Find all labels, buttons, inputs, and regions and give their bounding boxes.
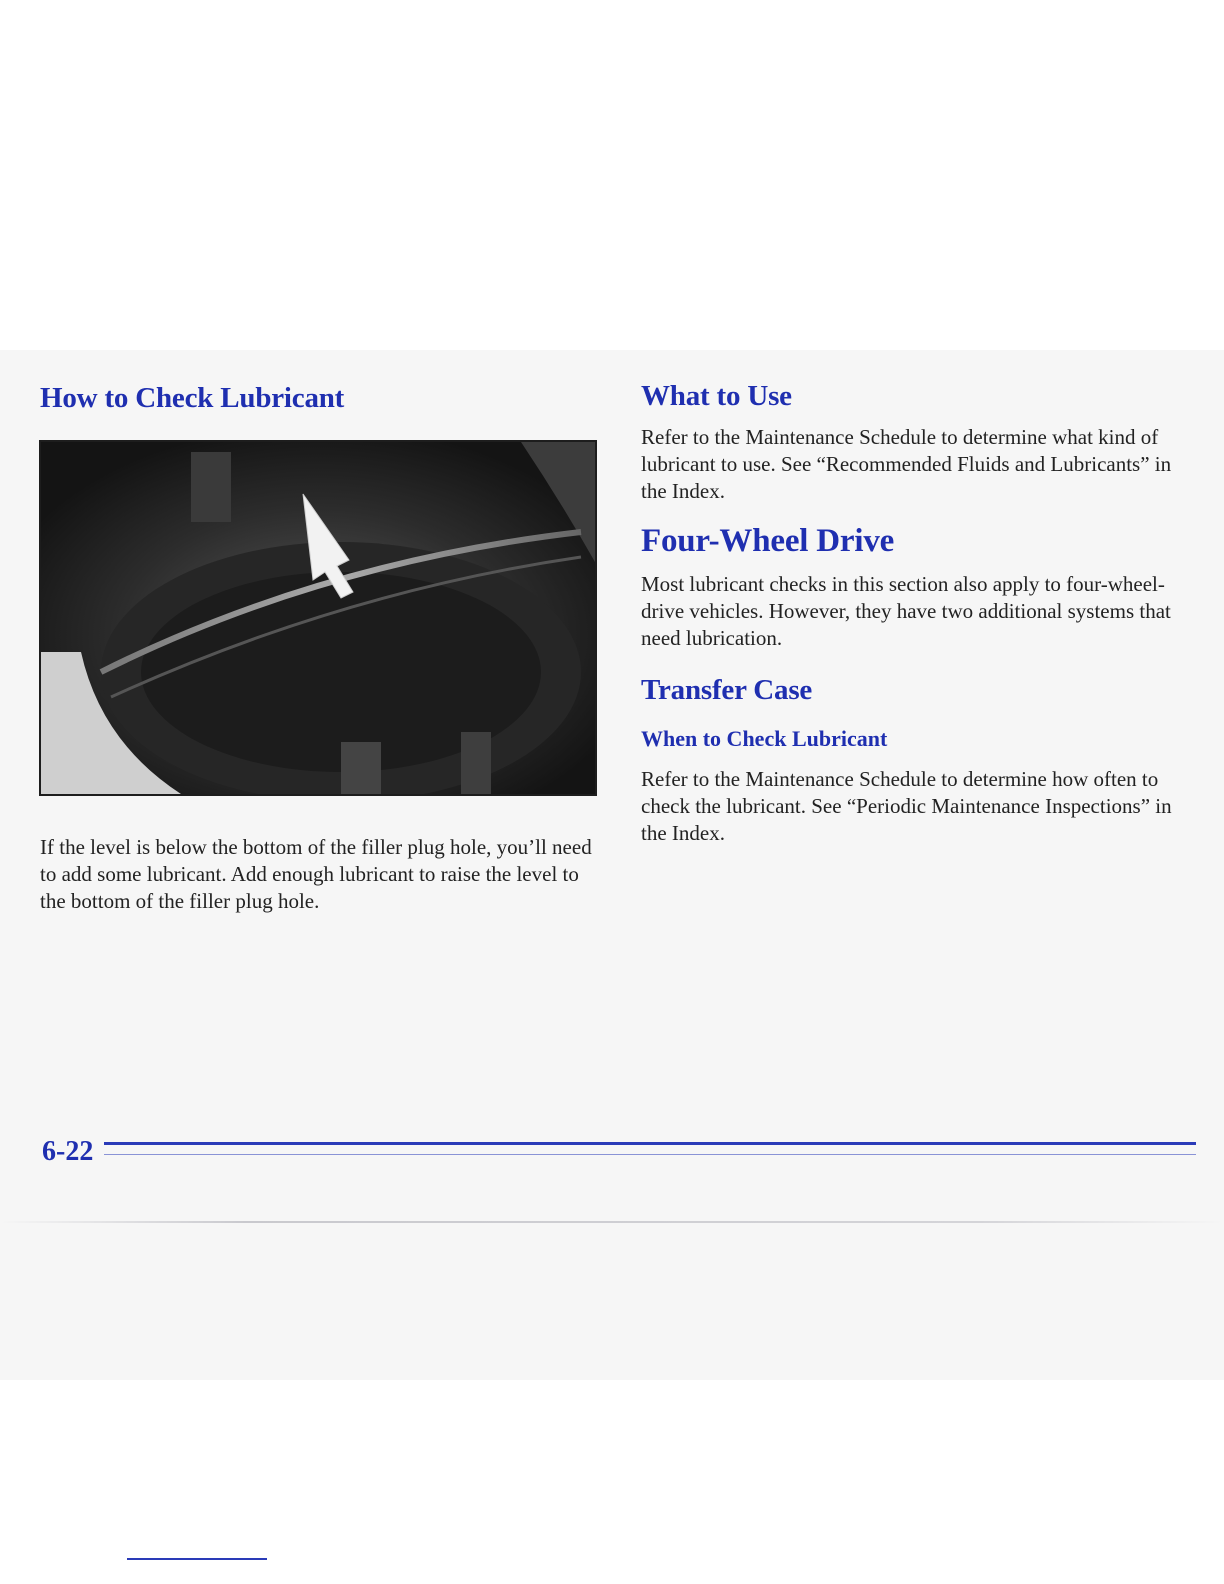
- what-to-use-text: Refer to the Maintenance Schedule to determine what kind of lubricant to use. See “Recommended Fluids and Lubricants” in the Index.: [641, 425, 1172, 503]
- axle-photo: [39, 440, 597, 796]
- left-column: [40, 378, 600, 418]
- page-number: 6-22: [42, 1136, 94, 1167]
- when-to-check-text: Refer to the Maintenance Schedule to determine how often to check the lubricant. See “Periodic Maintenance Inspections” in the Index.: [641, 767, 1172, 845]
- footer-rule-thick: [104, 1142, 1196, 1145]
- bottom-mark: [127, 1558, 267, 1560]
- four-wheel-text: Most lubricant checks in this section also apply to four-wheel-drive vehicles. However, they have two additional systems that need lubrication.: [641, 572, 1171, 650]
- band-divider: [0, 1221, 1224, 1223]
- right-column: [641, 376, 1201, 847]
- axle-illustration: [41, 442, 595, 794]
- heading-how-to-check-lubricant: How to Check Lubricant: [40, 382, 345, 414]
- footer-rule-thin: [104, 1154, 1196, 1155]
- heading-four-wheel-drive: Four-Wheel Drive: [641, 523, 895, 559]
- heading-when-to-check-lubricant: When to Check Lubricant: [641, 726, 888, 751]
- left-paragraph: If the level is below the bottom of the filler plug hole, you’ll need to add some lubricant. Add enough lubricant to raise the level to the bottom of the filler plug hole.: [40, 835, 592, 913]
- heading-what-to-use: What to Use: [641, 380, 792, 412]
- heading-transfer-case: Transfer Case: [641, 674, 813, 706]
- left-paragraph-block: [40, 834, 600, 915]
